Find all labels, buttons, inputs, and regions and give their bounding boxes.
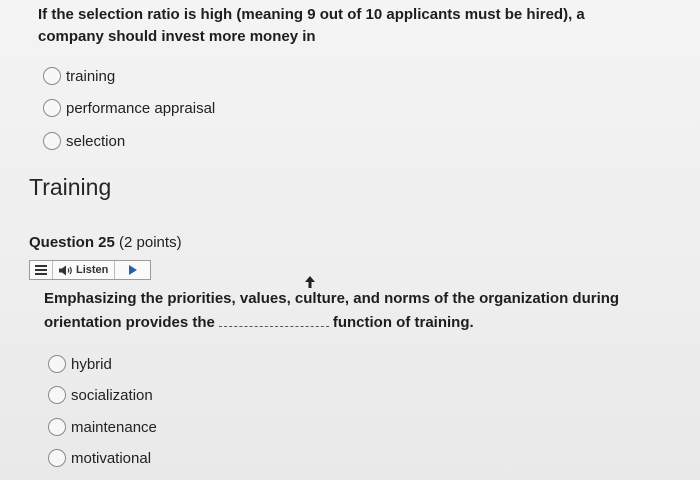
question-text bbox=[44, 287, 634, 335]
question-header bbox=[29, 234, 182, 251]
hamburger-icon bbox=[35, 265, 47, 275]
option-hybrid[interactable] bbox=[48, 355, 112, 373]
radio-button[interactable] bbox=[48, 418, 66, 436]
question-points: (2 points) bbox=[119, 234, 182, 251]
question-number: Question 25 bbox=[29, 234, 115, 251]
radio-button[interactable] bbox=[43, 132, 61, 150]
radio-button[interactable] bbox=[43, 99, 61, 117]
option-training[interactable] bbox=[43, 67, 115, 85]
listen-button[interactable] bbox=[53, 261, 115, 279]
option-label: performance appraisal bbox=[66, 99, 216, 117]
section-title: Training bbox=[29, 174, 112, 200]
play-icon bbox=[129, 265, 137, 275]
play-button[interactable] bbox=[115, 261, 150, 279]
listen-label: Listen bbox=[76, 264, 109, 276]
radio-button[interactable] bbox=[43, 67, 61, 85]
option-label: hybrid bbox=[71, 355, 112, 373]
speaker-icon bbox=[59, 265, 73, 276]
readspeaker-toolbar bbox=[29, 260, 151, 280]
option-label: selection bbox=[66, 132, 126, 150]
option-motivational[interactable] bbox=[48, 449, 151, 467]
question-text: If the selection ratio is high (meaning 9 out of 10 applicants must be hired), a company should invest more money in bbox=[38, 6, 585, 45]
option-label: training bbox=[66, 67, 116, 85]
menu-button[interactable] bbox=[30, 261, 53, 279]
radio-button[interactable] bbox=[48, 386, 66, 404]
option-label: motivational bbox=[71, 449, 152, 467]
option-maintenance[interactable] bbox=[48, 418, 157, 436]
radio-button[interactable] bbox=[48, 355, 66, 373]
option-socialization[interactable] bbox=[48, 386, 153, 404]
question-text-end: function of training. bbox=[332, 314, 474, 331]
question-text-start: Emphasizing the priorities, values, culture, and norms of the organization during orientation provides the bbox=[44, 290, 620, 331]
option-label: socialization bbox=[71, 386, 153, 404]
option-performance-appraisal[interactable] bbox=[43, 99, 215, 117]
fill-in-blank bbox=[219, 314, 329, 327]
option-label: maintenance bbox=[71, 418, 157, 436]
radio-button[interactable] bbox=[48, 449, 66, 467]
option-selection[interactable] bbox=[43, 132, 125, 150]
